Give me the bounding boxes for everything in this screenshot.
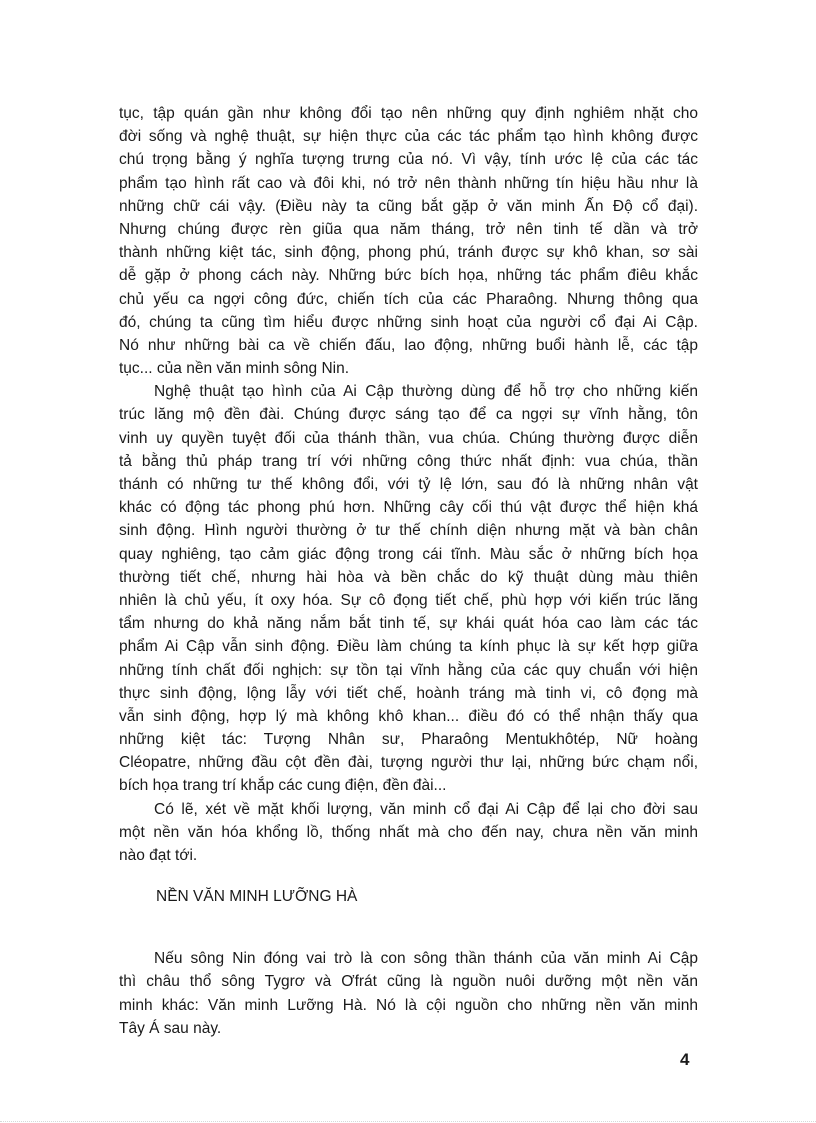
text-line: Nó như những bài ca về chiến đấu, lao động, những buổi hành lễ, các tập [119, 336, 698, 354]
text-line: Cléopatre, những đầu cột đền đài, tượng người thư lại, những bức chạm nổi, [119, 754, 698, 772]
text-line: trúc lăng mộ đền đài. Chúng được sáng tạo để ca ngợi sự vĩnh hằng, tôn [119, 406, 698, 424]
final-paragraph [119, 947, 698, 1040]
text-line: tả bằng thủ pháp trang trí với những công thức nhất định: vua chúa, thần [119, 452, 698, 470]
text-line: minh khác: Văn minh Lưỡng Hà. Nó là cội nguồn cho những nền văn minh [119, 996, 698, 1014]
text-line: nào đạt tới. [119, 847, 198, 864]
text-line: nhiên là chủ yếu, ít oxy hóa. Sự cô đọng tiết chế, phù hợp với kiến trúc lăng [119, 591, 698, 609]
text-line: Tây Á sau này. [119, 1019, 222, 1037]
text-line: đời sống và nghệ thuật, sự hiện thực của các tác phẩm tạo hình không được [119, 128, 698, 146]
text-line: Nghệ thuật tạo hình của Ai Cập thường dùng để hỗ trợ cho những kiến [154, 383, 698, 401]
text-line: vinh uy quyền tuyệt đối của thánh thần, vua chúa. Chúng thường được diễn [119, 429, 698, 447]
text-line: thành những kiệt tác, sinh động, phong phú, tránh được sự khô khan, sơ sài [119, 244, 698, 262]
text-line: bích họa trang trí khắp các cung điện, đền đài... [119, 777, 447, 795]
text-line: tục, tập quán gần như không đổi tạo nên những quy định nghiêm nhặt cho [119, 105, 698, 122]
text-line: phẩm Ai Cập vẫn sinh động. Điều làm chúng ta kính phục là sự kết hợp giữa [119, 638, 698, 656]
section-heading-block [119, 867, 698, 947]
paragraph [119, 947, 698, 1040]
text-line: thường tiết chế, nhưng hài hòa và bền chắc do kỹ thuật dùng màu thiên [119, 568, 698, 586]
text-line: thì châu thổ sông Tygrơ và Ơfrát cũng là nguồn nuôi dưỡng một nền văn [119, 973, 698, 991]
text-line: những kiệt tác: Tượng Nhân sư, Pharaông Mentukhôtép, Nữ hoàng [119, 731, 698, 749]
text-line: sinh động. Hình người thường ở tư thế chính diện nhưng mặt và bàn chân [119, 522, 698, 540]
text-line: dễ gặp ở phong cách này. Những bức bích họa, những tác phẩm điêu khắc [119, 267, 698, 285]
text-line: chủ yếu ca ngợi công đức, chiến tích của các Pharaông. Nhưng thông qua [119, 290, 698, 308]
body-paragraphs [119, 102, 698, 867]
text-line: những tính chất đối nghịch: sự tồn tại vĩnh hằng của các quy chuẩn với hiện [119, 661, 698, 679]
section-heading: NỀN VĂN MINH LƯỠNG HÀ [156, 888, 358, 906]
page-number: 4 [680, 1050, 690, 1069]
text-line: quay nghiêng, tạo cảm giác động trong cái tĩnh. Màu sắc ở những bích họa [119, 545, 698, 563]
text-line: Nhưng chúng được rèn giũa qua năm tháng, trở nên tinh tế dần và trở [119, 220, 698, 238]
paragraph [119, 380, 698, 797]
text-line: những chữ cái vậy. (Điều này ta cũng bắt gặp ở văn minh Ấn Độ cổ đại). [119, 197, 698, 215]
page-body [119, 102, 698, 1040]
text-line: tẩm nhưng do khả năng nắm bắt tinh tế, sự khái quát hóa cao làm các tác [119, 615, 698, 633]
text-line: Nếu sông Nin đóng vai trò là con sông thần thánh của văn minh Ai Cập [154, 950, 698, 968]
text-line: đó, chúng ta cũng tìm hiểu được những sinh hoạt của người cổ đại Ai Cập. [119, 313, 698, 331]
text-line: thánh có những tư thế không đổi, với tỷ lệ lớn, sau đó là những nhân vật [119, 476, 698, 493]
paragraph [119, 798, 698, 868]
text-line: khác có động tác phong phú hơn. Những cây cối thú vật được thể hiện khá [119, 499, 698, 517]
text-line: phẩm tạo hình rất cao và đôi khi, nó trở nên thành những tín hiệu hầu như là [119, 174, 698, 192]
text-line: chú trọng bằng ý nghĩa tượng trưng của nó. Vì vậy, tính ước lệ của các tác [119, 151, 698, 169]
paragraph [119, 102, 698, 380]
text-line: thực sinh động, lộng lẫy với tiết chế, hoành tráng mà tinh vi, cô đọng mà [119, 684, 698, 702]
text-line: vẫn sinh động, hợp lý mà không khô khan... điều đó có thể nhận thấy qua [119, 707, 698, 725]
text-line: tục... của nền văn minh sông Nin. [119, 360, 350, 378]
text-line: Có lẽ, xét về mặt khối lượng, văn minh cổ đại Ai Cập để lại cho đời sau [154, 800, 698, 818]
text-line: một nền văn hóa khổng lồ, thống nhất mà cho đến nay, chưa nền văn minh [119, 823, 698, 841]
